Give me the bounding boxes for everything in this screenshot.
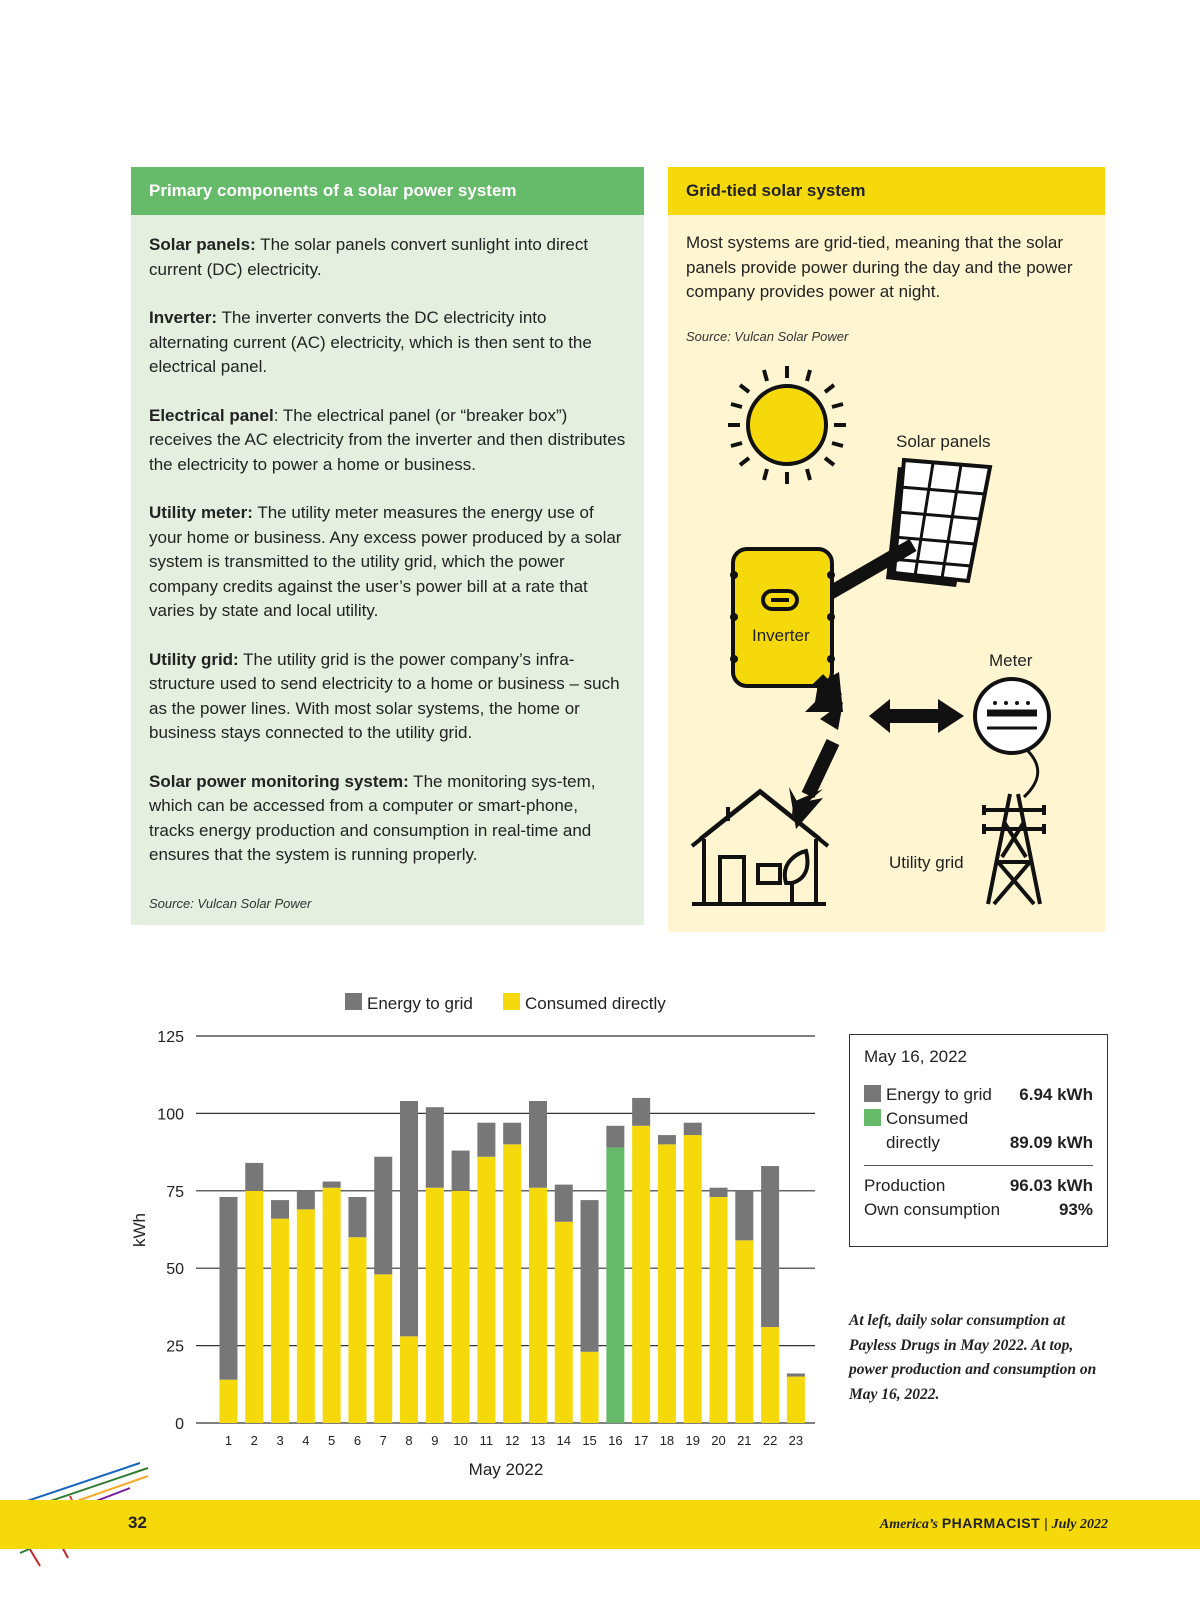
stats-swatch-consumed [864,1109,881,1126]
bar-consumed [710,1197,728,1423]
bar-consumed [503,1144,521,1423]
y-tick-label: 50 [166,1261,184,1279]
bar-energy-to-grid [555,1185,573,1222]
x-tick-label: 14 [556,1433,572,1448]
legend-label-consumed: Consumed directly [525,994,666,1013]
x-tick-label: 5 [328,1433,336,1448]
bar-consumed [555,1222,573,1423]
bar-energy-to-grid [684,1123,702,1135]
x-tick-label: 7 [379,1433,387,1448]
item-text: The solar panels convert sunlight into direct current (DC) electricity. [149,235,589,279]
bar-consumed [761,1327,779,1423]
page-number: 32 [128,1513,147,1532]
bar-consumed [581,1352,599,1423]
stats-row-production [864,1174,1093,1198]
y-tick-label: 125 [157,1029,184,1046]
item-term: Inverter: [149,308,218,327]
stats-divider [864,1165,1093,1166]
bar-energy-to-grid [452,1151,470,1191]
x-tick-label: 20 [711,1433,726,1448]
item-text: The utility meter measures the energy use of your home or business. Any excess power produced by a solar system is transmitted to the utility grid, which the power company credits against the user’s power bill at a rate that varies by state and local utility. [149,503,622,620]
x-tick-label: 2 [250,1433,258,1448]
x-tick-label: 16 [608,1433,623,1448]
bar-consumed [219,1380,237,1423]
stats-production-label: Production [864,1176,946,1195]
bar-consumed [374,1274,392,1423]
chart-caption: At left, daily solar consumption at Payless Drugs in May 2022. At top, power production and consumption on May 16, 2022. [849,1312,1097,1403]
meter-icon [975,679,1049,797]
x-tick-label: 18 [659,1433,675,1448]
x-tick-label: 19 [685,1433,700,1448]
bar-energy-to-grid [581,1200,599,1352]
gridtied-intro: Most systems are grid-tied, meaning that the solar panels provide power during the day and the power company provides power at night. [686,233,1073,301]
stats-consumed-value: 89.09 kWh [1009,1133,1093,1152]
bar-energy-to-grid [400,1101,418,1336]
item-text: The utility grid is the power company’s infra-structure used to send electricity to a home or business – such as the power lines. With most solar systems, the home or business stays connected to the utility grid. [149,649,620,742]
bar-consumed [735,1240,753,1423]
x-tick-label: 8 [405,1433,413,1448]
gridtied-title: Grid-tied solar system [668,167,1105,215]
item-text: : The electrical panel (or “breaker box”) receives the AC electricity from the inverter and then distributes the electricity to power a home or business. [149,405,626,474]
x-tick-label: 23 [788,1433,804,1448]
stats-date: May 16, 2022 [864,1047,968,1066]
mag-issue: July 2022 [1051,1517,1108,1532]
solar-panel-icon [886,460,990,587]
x-tick-label: 6 [353,1433,362,1448]
bar-consumed [632,1126,650,1423]
x-tick-label: 22 [762,1433,778,1448]
flow-arrows [789,672,964,829]
stats-grid-label: Energy to grid [886,1085,992,1104]
bar-consumed [323,1188,341,1423]
item-term: Utility grid: [149,649,239,669]
item-solar-panels [149,233,626,282]
label-inverter: Inverter [752,626,810,645]
bar-chart [0,970,820,1490]
stats-row-consumed [864,1107,1093,1131]
bar-energy-to-grid [658,1135,676,1144]
bar-consumed [452,1191,470,1423]
bar-energy-to-grid [219,1197,237,1380]
bar-energy-to-grid [606,1126,624,1148]
x-tick-label: 11 [479,1433,494,1448]
y-tick-label: 100 [157,1106,184,1124]
sun-icon [728,366,846,484]
daily-stats-box [849,1034,1108,1247]
legend-label-grid: Energy to grid [367,994,473,1013]
x-tick-label: 9 [431,1433,439,1448]
item-utility-meter [149,501,626,624]
bar-energy-to-grid [297,1191,315,1210]
chart-legend [345,993,666,1013]
bar-energy-to-grid [735,1191,753,1241]
bar-energy-to-grid [271,1200,289,1219]
bar-energy-to-grid [477,1123,495,1157]
bar-energy-to-grid [374,1157,392,1275]
components-source: Source: Vulcan Solar Power [149,895,312,911]
utility-tower-icon [984,794,1044,904]
bar-consumed [348,1237,366,1423]
x-tick-label: 21 [737,1433,752,1448]
stats-consumed-label-2: directly [886,1133,940,1152]
stats-row-consumed-2 [864,1131,1093,1155]
bar-consumed [684,1135,702,1423]
components-panel [131,167,644,925]
page-footer [0,1500,1200,1549]
stats-swatch-grid [864,1085,881,1102]
bar-consumed [606,1147,624,1423]
x-tick-label: 4 [302,1433,310,1448]
y-axis-ticks [157,1029,184,1433]
y-tick-label: 75 [166,1183,184,1201]
components-body [131,215,644,916]
bar-energy-to-grid [710,1188,728,1197]
stats-grid-value: 6.94 kWh [1019,1085,1093,1104]
y-tick-label: 0 [175,1416,184,1433]
item-utility-grid [149,648,626,746]
bar-consumed [245,1191,263,1423]
item-text: The inverter converts the DC electricity into alternating current (AC) electricity, which is then sent to the electrical panel. [149,308,592,376]
y-axis-label: kWh [130,1213,149,1247]
bar-consumed [400,1336,418,1423]
item-monitoring-system [149,770,626,868]
bar-energy-to-grid [761,1166,779,1327]
label-solar-panels: Solar panels [896,432,991,451]
stats-consumed-label-1: Consumed [886,1109,969,1128]
stats-production-value: 96.03 kWh [1009,1176,1093,1195]
components-title: Primary components of a solar power system [131,167,644,215]
item-term: Electrical panel [149,405,274,425]
stats-own-value: 93% [1058,1200,1093,1219]
x-tick-label: 3 [276,1433,284,1448]
inverter-icon [730,549,835,686]
bar-consumed [529,1188,547,1423]
item-term: Solar panels: [149,235,256,254]
bar-energy-to-grid [529,1101,547,1188]
gridtied-source: Source: Vulcan Solar Power [686,328,849,344]
x-tick-label: 12 [504,1433,520,1448]
magazine-credit [880,1515,1108,1533]
x-tick-label: 15 [582,1433,597,1448]
x-axis-label: May 2022 [468,1460,544,1479]
bar-consumed [297,1209,315,1423]
legend-swatch-consumed [503,993,520,1010]
bar-consumed [426,1188,444,1423]
chart-bars [219,1098,804,1423]
label-meter: Meter [989,651,1033,670]
x-tick-label: 13 [530,1433,546,1448]
label-utility-grid: Utility grid [889,853,964,872]
item-term: Solar power monitoring system: [149,771,409,791]
bar-energy-to-grid [323,1182,341,1188]
stats-own-label: Own consumption [864,1200,1001,1219]
item-term: Utility meter: [149,503,253,522]
bar-energy-to-grid [348,1197,366,1237]
bar-energy-to-grid [426,1107,444,1187]
gridtied-diagram [668,167,1105,932]
legend-swatch-grid [345,993,362,1010]
mag-brand: PHARMACIST [941,1515,1041,1531]
mag-prefix: America’s [879,1517,938,1532]
y-tick-label: 25 [166,1338,184,1356]
mag-separator: | [1044,1515,1048,1531]
bar-consumed [477,1157,495,1423]
bar-consumed [787,1377,805,1423]
stats-row-grid [864,1083,1093,1107]
x-axis-ticks [225,1433,803,1448]
bar-consumed [271,1219,289,1423]
item-electrical-panel [149,404,626,478]
bar-energy-to-grid [787,1373,805,1376]
bar-energy-to-grid [632,1098,650,1126]
bar-energy-to-grid [245,1163,263,1191]
x-tick-label: 10 [453,1433,468,1448]
bar-energy-to-grid [503,1123,521,1145]
item-text: The monitoring sys-tem, which can be accessed from a computer or smart-phone, tracks energy production and consumption in real-time and ensures that the system is running properly. [149,771,596,864]
x-tick-label: 17 [633,1433,649,1448]
gridtied-panel [668,167,1105,932]
x-tick-label: 1 [224,1433,233,1448]
bar-consumed [658,1144,676,1423]
item-inverter [149,306,626,380]
stats-row-own [864,1198,1093,1222]
